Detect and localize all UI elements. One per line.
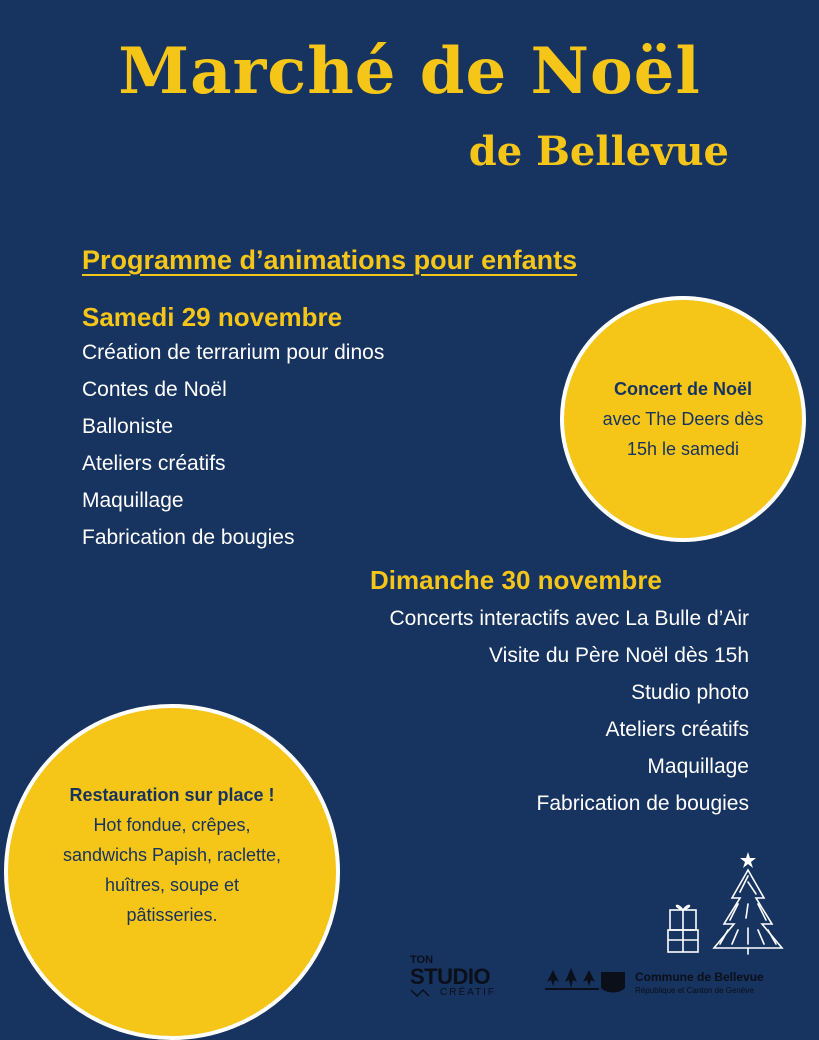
- list-item: Maquillage: [647, 755, 749, 778]
- studio-logo-main: STUDIO: [410, 964, 491, 989]
- food-badge: [4, 704, 340, 1040]
- list-item: Contes de Noël: [82, 378, 227, 401]
- list-item: Fabrication de bougies: [536, 792, 749, 815]
- commune-subtitle: République et Canton de Genève: [635, 986, 754, 995]
- list-item: Maquillage: [82, 489, 184, 512]
- food-title: Restauration sur place !: [69, 785, 275, 805]
- concert-title: Concert de Noël: [613, 379, 753, 399]
- commune-logo: [545, 962, 810, 1002]
- program-heading: Programme d’animations pour enfants: [82, 245, 578, 275]
- page-subtitle: de Bellevue: [468, 128, 729, 175]
- commune-coat-of-arms-icon: [545, 962, 630, 996]
- wave-icon: [410, 988, 440, 998]
- page-title: Marché de Noël: [118, 34, 701, 109]
- food-line: pâtisseries.: [126, 905, 218, 925]
- list-item: Concerts interactifs avec La Bulle d’Air: [389, 607, 749, 630]
- studio-logo-top: TON: [410, 954, 434, 966]
- food-line: huîtres, soupe et: [104, 875, 240, 895]
- concert-line: 15h le samedi: [626, 439, 740, 459]
- christmas-tree-icon: [660, 848, 800, 958]
- list-item: Fabrication de bougies: [82, 526, 295, 549]
- commune-name: Commune de Bellevue: [635, 970, 764, 984]
- list-item: Visite du Père Noël dès 15h: [489, 644, 749, 667]
- concert-line: avec The Deers dès: [602, 409, 764, 429]
- studio-creatif-logo: [410, 955, 496, 998]
- sunday-activity-list: [390, 600, 750, 822]
- food-line: Hot fondue, crêpes,: [93, 815, 251, 835]
- food-line: sandwichs Papish, raclette,: [62, 845, 282, 865]
- list-item: Ateliers créatifs: [605, 718, 749, 741]
- gift-boxes-icon: [668, 905, 698, 952]
- list-item: Création de terrarium pour dinos: [82, 341, 385, 364]
- studio-logo-bottom: CRÉATIF: [440, 987, 497, 998]
- list-item: Ateliers créatifs: [82, 452, 226, 475]
- list-item: Balloniste: [82, 415, 174, 438]
- saturday-heading: Samedi 29 novembre: [82, 302, 343, 332]
- concert-badge: [560, 296, 806, 542]
- saturday-activity-list: [82, 334, 384, 556]
- list-item: Studio photo: [631, 681, 749, 704]
- sunday-heading: Dimanche 30 novembre: [370, 565, 662, 595]
